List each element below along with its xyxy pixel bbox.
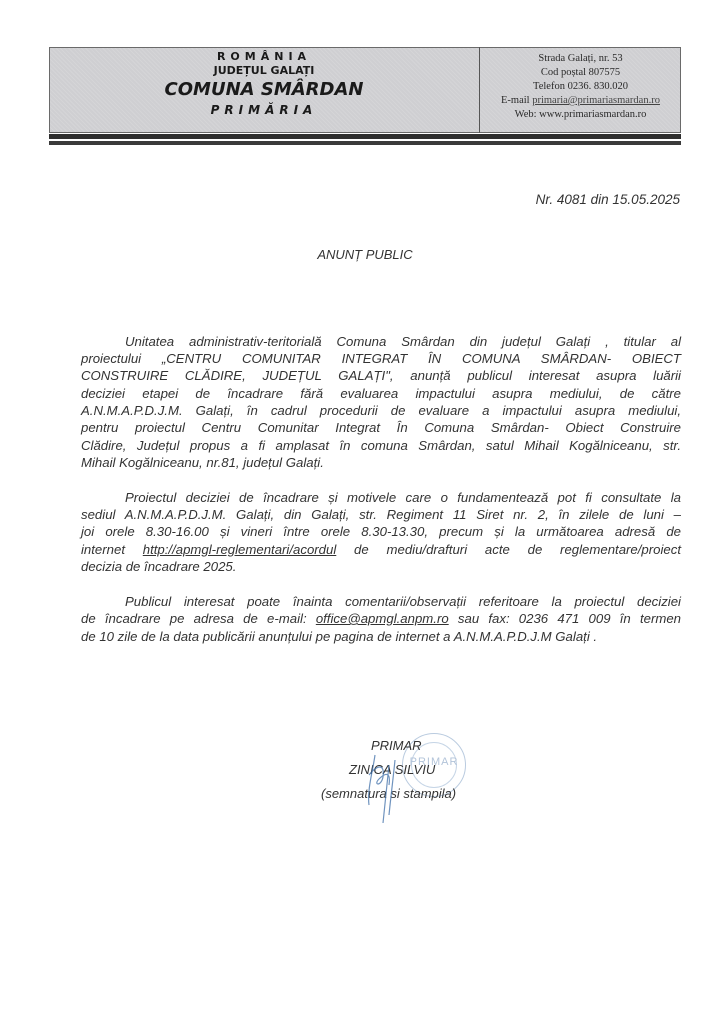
paragraph1-line: CONSTRUIRE CLĂDIRE, JUDEȚUL GALAȚI", anunță publicul interesat asupra luării [81,368,681,383]
reference-number: Nr. 4081 din 15.05.2025 [535,192,680,207]
paragraph3-line: de 10 zile de la data publicării anunțului pe pagina de internet a A.N.M.A.P.D.J.M Galați . [81,629,598,644]
paragraph1-line: pentru proiectul Centru Comunitar Integrat În Comuna Smârdan- Obiect Construire [81,420,681,435]
stamp-text: PRIMAR [409,756,459,768]
paragraph1-line: deciziei etapei de încadrare fără evaluarea impactului asupra mediului, de către [81,386,681,401]
office-name: PRIMĂRIA [210,103,318,117]
office-email-link[interactable]: office@apmgl.anpm.ro [315,611,449,626]
email-label: E-mail [501,95,533,106]
postal-code: Cod poștal 807575 [540,67,621,78]
email-link[interactable]: primaria@primariasmardan.ro [532,95,660,106]
paragraph1-line: proiectului „CENTRU COMUNITAR INTEGRAT ÎN COMUNA SMÂRDAN- OBIECT [81,351,681,366]
letterhead-bar [49,141,681,145]
paragraph2-line: Proiectul deciziei de încadrare și motivele care o fundamentează pot fi consultate la [125,490,681,505]
paragraph3-line: Publicul interesat poate înainta comentarii/observații referitoare la proiectul deciziei [125,594,681,609]
county-name: JUDEȚUL GALAȚI [213,64,315,77]
signatory-role: PRIMAR [371,738,422,753]
paragraph2-line: joi orele 8.30-16.00 și vineri între orele 8.30-13.30, precum și la următoarea adresă de [81,524,681,539]
paragraph1-line: Clădire, Județul propus a fi amplasat în comuna Smârdan, satul Mihail Kogălniceanu, str. [81,438,681,453]
country-name: ROMÂNIA [216,50,312,63]
email-line [480,94,681,108]
letterhead-bar [49,134,681,139]
text: de încadrare pe adresa de e-mail: [81,611,316,626]
phone: Telefon 0236. 830.020 [533,81,628,92]
commune-name: COMUNA SMÂRDAN [164,79,364,100]
text: sau fax: 0236 471 009 în termen [448,611,681,626]
document-title: ANUNȚ PUBLIC [317,247,413,262]
text: internet [81,542,143,557]
text: de mediu/drafturi acte de reglementare/proiect [336,542,681,557]
paragraph1-line: Unitatea administrativ-teritorială Comuna Smârdan din județul Galați , titular al [125,334,681,349]
signatory-name: ZINICA SILVIU [349,762,436,777]
paragraph2-line: decizia de încadrare 2025. [81,559,237,574]
regulations-link[interactable]: http://apmgl-reglementari/acordul [142,542,337,557]
letterhead [49,47,681,145]
letterhead-contact [480,52,681,122]
handwritten-signature [355,735,435,825]
paragraph2-line-with-link [81,541,681,558]
paragraph2-line: sediul A.N.M.A.P.D.J.M. Galați, din Galați, str. Regiment 11 Siret nr. 2, în zilele de luni – [81,507,681,522]
letterhead-institution [49,50,479,118]
address: Strada Galați, nr. 53 [538,53,623,64]
paragraph3-line-with-link [81,610,681,627]
paragraph1-line: Mihail Kogălniceanu, nr.81, județul Galați. [81,455,324,470]
website: Web: www.primariasmardan.ro [514,109,647,120]
signature-note: (semnatura si stampila) [321,786,457,801]
paragraph1-line: A.N.M.A.P.D.J.M. Galați, în cadrul procedurii de evaluare a impactului asupra mediului, [81,403,681,418]
